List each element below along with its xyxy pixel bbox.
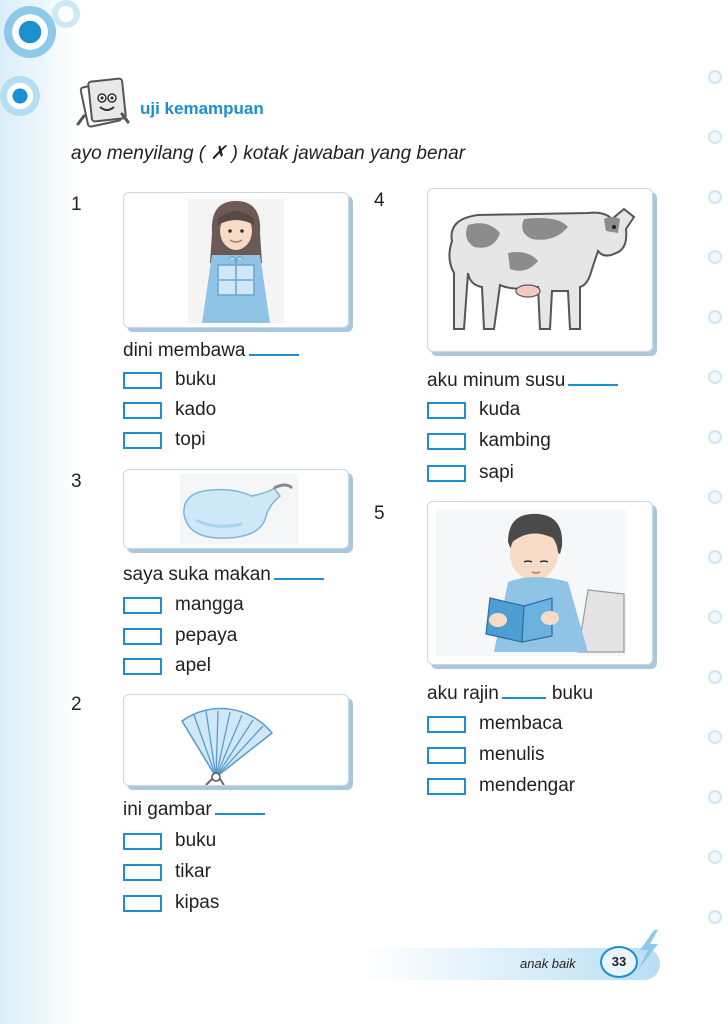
answer-checkbox[interactable]	[427, 433, 466, 450]
question-3-image-card	[123, 469, 349, 549]
option-label: topi	[175, 429, 206, 450]
boy-reading-book-icon	[428, 502, 653, 665]
option-label: pepaya	[175, 625, 238, 646]
answer-checkbox[interactable]	[123, 597, 162, 614]
decorative-circle-icon	[4, 6, 56, 58]
answer-blank	[249, 342, 299, 356]
answer-checkbox[interactable]	[123, 864, 162, 881]
question-5-prompt-end: buku	[551, 683, 594, 704]
hand-fan-icon	[124, 695, 349, 786]
answer-checkbox[interactable]	[123, 833, 162, 850]
question-number: 5	[374, 503, 385, 524]
option-label: buku	[175, 369, 217, 390]
answer-checkbox[interactable]	[427, 465, 466, 482]
answer-blank	[502, 685, 546, 699]
answer-checkbox[interactable]	[427, 778, 466, 795]
question-5-prompt-text: aku rajin	[427, 683, 499, 704]
decorative-circle-icon	[0, 76, 40, 116]
question-1-prompt	[123, 340, 299, 362]
question-2-image-card	[123, 694, 349, 786]
answer-checkbox[interactable]	[427, 716, 466, 733]
answer-blank	[215, 801, 265, 815]
option-label: kipas	[175, 892, 220, 913]
section-title: uji kemampuan	[140, 99, 264, 118]
option-label: tikar	[175, 861, 211, 882]
answer-checkbox[interactable]	[123, 402, 162, 419]
question-1-image-card	[123, 192, 349, 328]
answer-blank	[568, 372, 618, 386]
question-number: 1	[71, 194, 82, 215]
answer-checkbox[interactable]	[123, 628, 162, 645]
decorative-circle-icon	[52, 0, 80, 28]
question-2-prompt	[123, 799, 265, 821]
footer-book-title: anak baik	[520, 956, 576, 971]
left-decorative-strip	[0, 0, 78, 1024]
answer-checkbox[interactable]	[123, 372, 162, 389]
question-4-prompt	[427, 370, 618, 392]
book-mascot-icon	[76, 76, 132, 132]
answer-checkbox[interactable]	[123, 895, 162, 912]
right-decorative-dots	[700, 0, 722, 1024]
option-label: membaca	[479, 713, 563, 734]
question-5-prompt	[427, 683, 593, 705]
option-label: apel	[175, 655, 211, 676]
page-number: 33	[600, 946, 638, 978]
option-label: menulis	[479, 744, 545, 765]
question-5-image-card	[427, 501, 653, 665]
answer-checkbox[interactable]	[427, 402, 466, 419]
option-label: mendengar	[479, 775, 576, 796]
question-1-prompt-text: dini membawa	[123, 340, 246, 361]
question-2-prompt-text: ini gambar	[123, 799, 212, 820]
question-4-prompt-text: aku minum susu	[427, 370, 566, 391]
option-label: sapi	[479, 462, 514, 483]
answer-blank	[274, 566, 324, 580]
cow-icon	[428, 189, 653, 352]
papaya-icon	[124, 470, 349, 549]
option-label: kuda	[479, 399, 521, 420]
question-3-prompt-text: saya suka makan	[123, 564, 271, 585]
answer-checkbox[interactable]	[123, 658, 162, 675]
question-number: 2	[71, 694, 82, 715]
option-label: kado	[175, 399, 217, 420]
question-4-image-card	[427, 188, 653, 352]
option-label: mangga	[175, 594, 244, 615]
question-number: 4	[374, 190, 385, 211]
answer-checkbox[interactable]	[123, 432, 162, 449]
lightning-decoration-icon	[632, 930, 662, 970]
option-label: buku	[175, 830, 217, 851]
question-number: 3	[71, 471, 82, 492]
girl-holding-gift-icon	[124, 193, 349, 328]
question-3-prompt	[123, 564, 324, 586]
instruction-text: ayo menyilang ( ✗ ) kotak jawaban yang benar	[71, 143, 466, 164]
option-label: kambing	[479, 430, 551, 451]
answer-checkbox[interactable]	[427, 747, 466, 764]
